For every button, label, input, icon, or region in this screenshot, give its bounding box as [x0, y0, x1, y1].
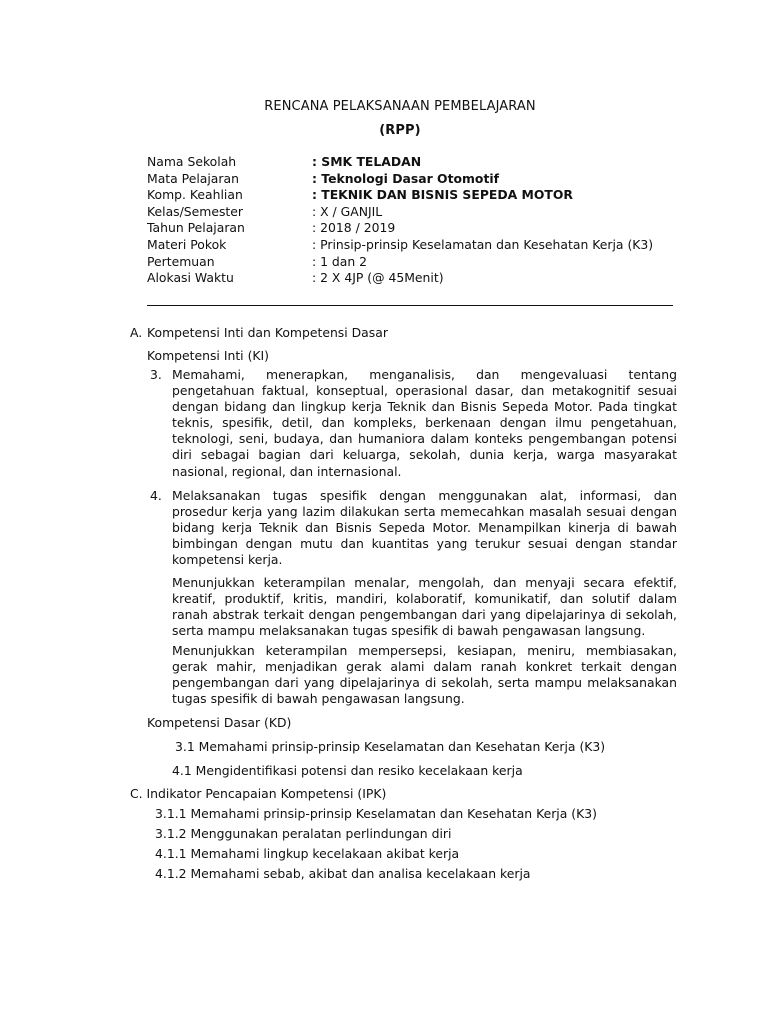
ipk-item: 3.1.2 Menggunakan peralatan perlindungan diri	[155, 826, 452, 841]
identity-value: : 2018 / 2019	[312, 220, 396, 236]
identity-table	[147, 154, 653, 287]
ki3-line: nasional, regional, dan internasional.	[172, 463, 402, 479]
ki3-number: 3.	[150, 367, 162, 382]
identity-row	[147, 254, 653, 271]
ki-heading: Kompetensi Inti (KI)	[147, 348, 270, 363]
ki4-line: bidang kerja Teknik dan Bisnis Sepeda Motor. Menampilkan kinerja di bawah	[172, 520, 677, 536]
identity-value: : TEKNIK DAN BISNIS SEPEDA MOTOR	[312, 187, 573, 203]
identity-label: Alokasi Waktu	[147, 270, 234, 286]
ki3-line: diri sebagai bagian dari keluarga, sekolah, dunia kerja, warga masyarakat	[172, 447, 677, 463]
ki3-line: dengan bidang dan lingkup kerja Teknik dan Bisnis Sepeda Motor. Pada tingkat	[172, 399, 677, 415]
document-title: RENCANA PELAKSANAAN PEMBELAJARAN	[264, 99, 536, 114]
ki4-line: kompetensi kerja.	[172, 552, 283, 568]
ki3-line: teknis, spesifik, detil, dan kompleks, berkenaan dengan ilmu pengetahuan,	[172, 415, 677, 431]
ipk-item: 3.1.1 Memahami prinsip-prinsip Keselamatan dan Kesehatan Kerja (K3)	[155, 806, 597, 821]
identity-label: Nama Sekolah	[147, 154, 237, 169]
identity-row	[147, 204, 653, 221]
ki4-p2-line: ranah abstrak terkait dengan pengembangan dari yang dipelajarinya di sekolah,	[172, 607, 677, 623]
ki3-paragraph	[172, 367, 677, 480]
ki4-line: bimbingan dengan mutu dan kuantitas yang terukur sesuai dengan standar	[172, 536, 677, 552]
ki4-p3-line: pengembangan dari yang dipelajarinya di sekolah, serta mampu melaksanakan	[172, 675, 677, 691]
kd-heading: Kompetensi Dasar (KD)	[147, 715, 292, 730]
identity-label: Tahun Pelajaran	[147, 220, 245, 236]
section-a-marker: A.	[130, 325, 143, 340]
identity-label: Materi Pokok	[147, 236, 227, 252]
ki4-paragraph-3	[172, 643, 677, 707]
header-divider	[147, 305, 673, 306]
ki3-line: Memahami, menerapkan, menganalisis, dan mengevaluasi tentang	[172, 367, 677, 382]
identity-row	[147, 220, 653, 237]
ki4-p3-line: Menunjukkan keterampilan mempersepsi, kesiapan, meniru, membiasakan,	[172, 643, 677, 658]
identity-value: : Teknologi Dasar Otomotif	[312, 170, 500, 186]
ki4-paragraph	[172, 488, 677, 568]
ki4-p2-line: kreatif, produktif, kritis, mandiri, kolaboratif, komunikatif, dan solutif dalam	[172, 591, 677, 607]
identity-label: Mata Pelajaran	[147, 170, 239, 186]
ki4-line: prosedur kerja yang lazim dilakukan serta memecahkan masalah sesuai dengan	[172, 504, 677, 520]
ki4-line: Melaksanakan tugas spesifik dengan menggunakan alat, informasi, dan	[172, 488, 677, 503]
ki4-paragraph-2	[172, 575, 677, 639]
ipk-item: 4.1.2 Memahami sebab, akibat dan analisa kecelakaan kerja	[155, 866, 531, 881]
ipk-item: 4.1.1 Memahami lingkup kecelakaan akibat kerja	[155, 846, 460, 861]
identity-label: Pertemuan	[147, 253, 215, 269]
section-a-heading: Kompetensi Inti dan Kompetensi Dasar	[147, 325, 388, 340]
identity-row	[147, 187, 653, 204]
identity-row	[147, 154, 653, 171]
document-subtitle: (RPP)	[379, 123, 421, 138]
identity-value: : Prinsip-prinsip Keselamatan dan Kesehatan Kerja (K3)	[312, 236, 654, 252]
ki4-number: 4.	[150, 488, 162, 503]
kd-item: 3.1 Memahami prinsip-prinsip Keselamatan dan Kesehatan Kerja (K3)	[175, 739, 606, 754]
identity-value: : X / GANJIL	[312, 203, 383, 219]
identity-label: Kelas/Semester	[147, 203, 244, 219]
ki3-line: teknologi, seni, budaya, dan humaniora dalam konteks pengembangan potensi	[172, 431, 677, 447]
ki4-p3-line: gerak mahir, menjadikan gerak alami dalam ranah konkret terkait dengan	[172, 659, 677, 675]
identity-row	[147, 171, 653, 188]
ki4-p2-line: serta mampu melaksanakan tugas spesifik di bawah pengawasan langsung.	[172, 623, 646, 639]
identity-row	[147, 270, 653, 287]
identity-value: : 2 X 4JP (@ 45Menit)	[312, 270, 444, 286]
identity-value: : 1 dan 2	[312, 253, 368, 269]
section-c-heading: C. Indikator Pencapaian Kompetensi (IPK)	[130, 786, 387, 801]
identity-row	[147, 237, 653, 254]
kd-item: 4.1 Mengidentifikasi potensi dan resiko kecelakaan kerja	[172, 763, 523, 778]
ki3-line: pengetahuan faktual, konseptual, operasional dasar, dan metakognitif sesuai	[172, 383, 677, 399]
identity-label: Komp. Keahlian	[147, 187, 243, 203]
identity-value: : SMK TELADAN	[312, 154, 422, 169]
ki4-p2-line: Menunjukkan keterampilan menalar, mengolah, dan menyaji secara efektif,	[172, 575, 677, 590]
ki4-p3-line: tugas spesifik di bawah pengawasan langsung.	[172, 691, 465, 707]
